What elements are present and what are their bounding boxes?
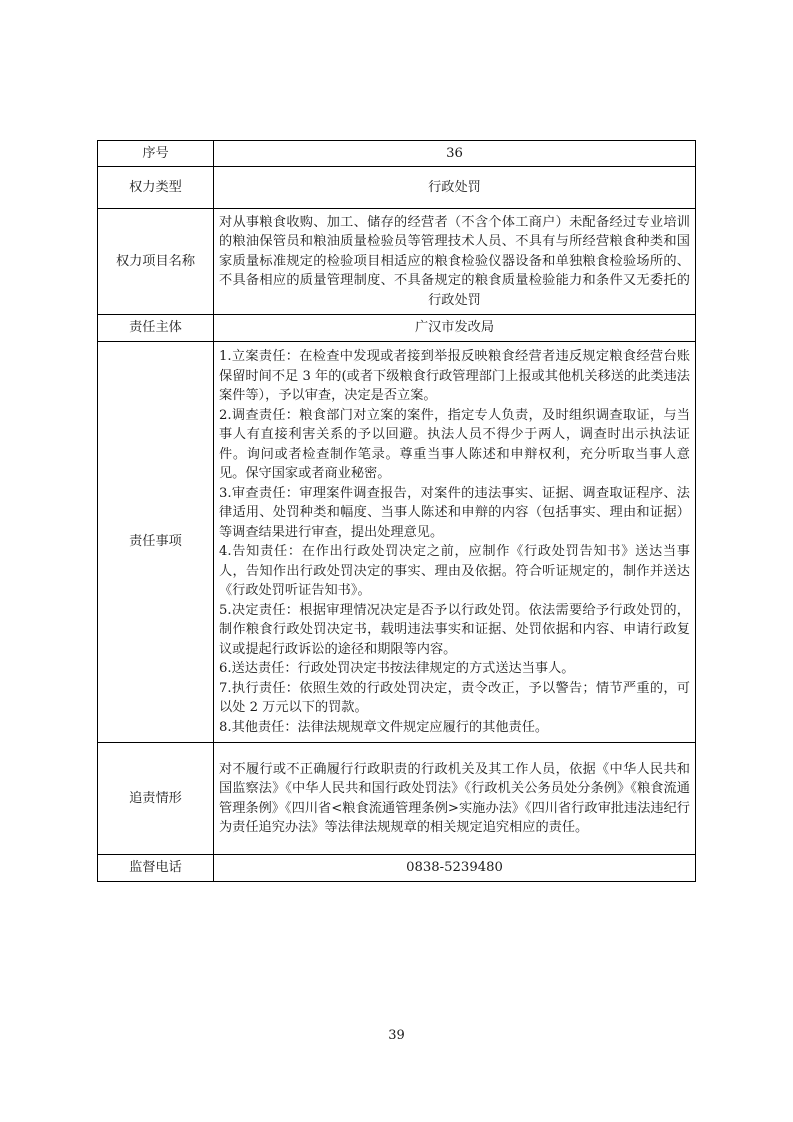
duties-row — [98, 342, 696, 743]
duty-item-investigation: 2.调查责任：粮食部门对立案的案件，指定专人负责，及时组织调查取证，与当事人有直接利害关系的予以回避。执法人员不得少于两人，调查时出示执法证件。询问或者检查制作笔录。尊重当事人陈述和申辩权利，充分听取当事人意见。保守国家或者商业秘密。 — [219, 407, 690, 481]
power-type-value: 行政处罚 — [214, 167, 696, 209]
accountability-row — [98, 743, 696, 855]
serial-value: 36 — [214, 141, 696, 167]
accountability-label: 追责情形 — [98, 743, 214, 855]
serial-label: 序号 — [98, 141, 214, 167]
duties-label: 责任事项 — [98, 342, 214, 743]
subject-label: 责任主体 — [98, 315, 214, 342]
power-list-table — [97, 140, 696, 882]
subject-value: 广汉市发改局 — [214, 315, 696, 342]
duty-item-notification: 4.告知责任：在作出行政处罚决定之前，应制作《行政处罚告知书》送达当事人，告知作出行政处罚决定的事实、理由及依据。符合听证规定的，制作并送达《行政处罚听证告知书》。 — [219, 544, 690, 598]
power-item-row — [98, 209, 696, 315]
duty-item-decision: 5.决定责任：根据审理情况决定是否予以行政处罚。依法需要给予行政处罚的，制作粮食行政处罚决定书，载明违法事实和证据、处罚依据和内容、申请行政复议或提起行政诉讼的途径和期限等内容。 — [219, 602, 690, 657]
duty-item-delivery: 6.送达责任：行政处罚决定书按法律规定的方式送达当事人。 — [219, 661, 575, 676]
phone-row — [98, 855, 696, 882]
serial-row — [98, 141, 696, 167]
accountability-value: 对不履行或不正确履行行政职责的行政机关及其工作人员，依据《中华人民共和国监察法》《中华人民共和国行政处罚法》《行政机关公务员处分条例》《粮食流通管理条例》《四川省<粮食流通管理条例>实施办法》《四川省行政审批违法违纪行为责任追究办法》等法律法规规章的相关规定追究相应的责任。 — [214, 743, 696, 855]
power-item-label: 权力项目名称 — [98, 209, 214, 315]
page-number: 39 — [388, 1028, 405, 1043]
duty-item-execution: 7.执行责任：依照生效的行政处罚决定，责令改正，予以警告；情节严重的，可以处 2 万元以下的罚款。 — [219, 680, 690, 715]
phone-value: 0838-5239480 — [214, 855, 696, 882]
phone-label: 监督电话 — [98, 855, 214, 882]
duties-list — [214, 342, 696, 743]
power-type-label: 权力类型 — [98, 167, 214, 209]
power-item-value: 对从事粮食收购、加工、储存的经营者（不含个体工商户）未配备经过专业培训的粮油保管员和粮油质量检验员等管理技术人员、不具有与所经营粮食种类和国家质量标准规定的检验项目相适应的粮食检验仪器设备和单独粮食检验场所的、不具备相应的质量管理制度、不具备规定的粮食质量检验能力和条件又无委托的行政处罚 — [214, 209, 696, 315]
duty-item-review: 3.审查责任：审理案件调查报告，对案件的违法事实、证据、调查取证程序、法律适用、处罚种类和幅度、当事人陈述和申辩的内容（包括事实、理由和证据）等调查结果进行审查，提出处理意见。 — [219, 485, 690, 540]
duty-item-filing: 1.立案责任：在检查中发现或者接到举报反映粮食经营者违反规定粮食经营台账保留时间不足 3 年的(或者下级粮食行政管理部门上报或其他机关移送的此类违法案件等），予以审查，决定是否立案。 — [219, 349, 690, 403]
duty-item-other: 8.其他责任：法律法规规章文件规定应履行的其他责任。 — [219, 719, 549, 735]
subject-row — [98, 315, 696, 342]
power-type-row — [98, 167, 696, 209]
